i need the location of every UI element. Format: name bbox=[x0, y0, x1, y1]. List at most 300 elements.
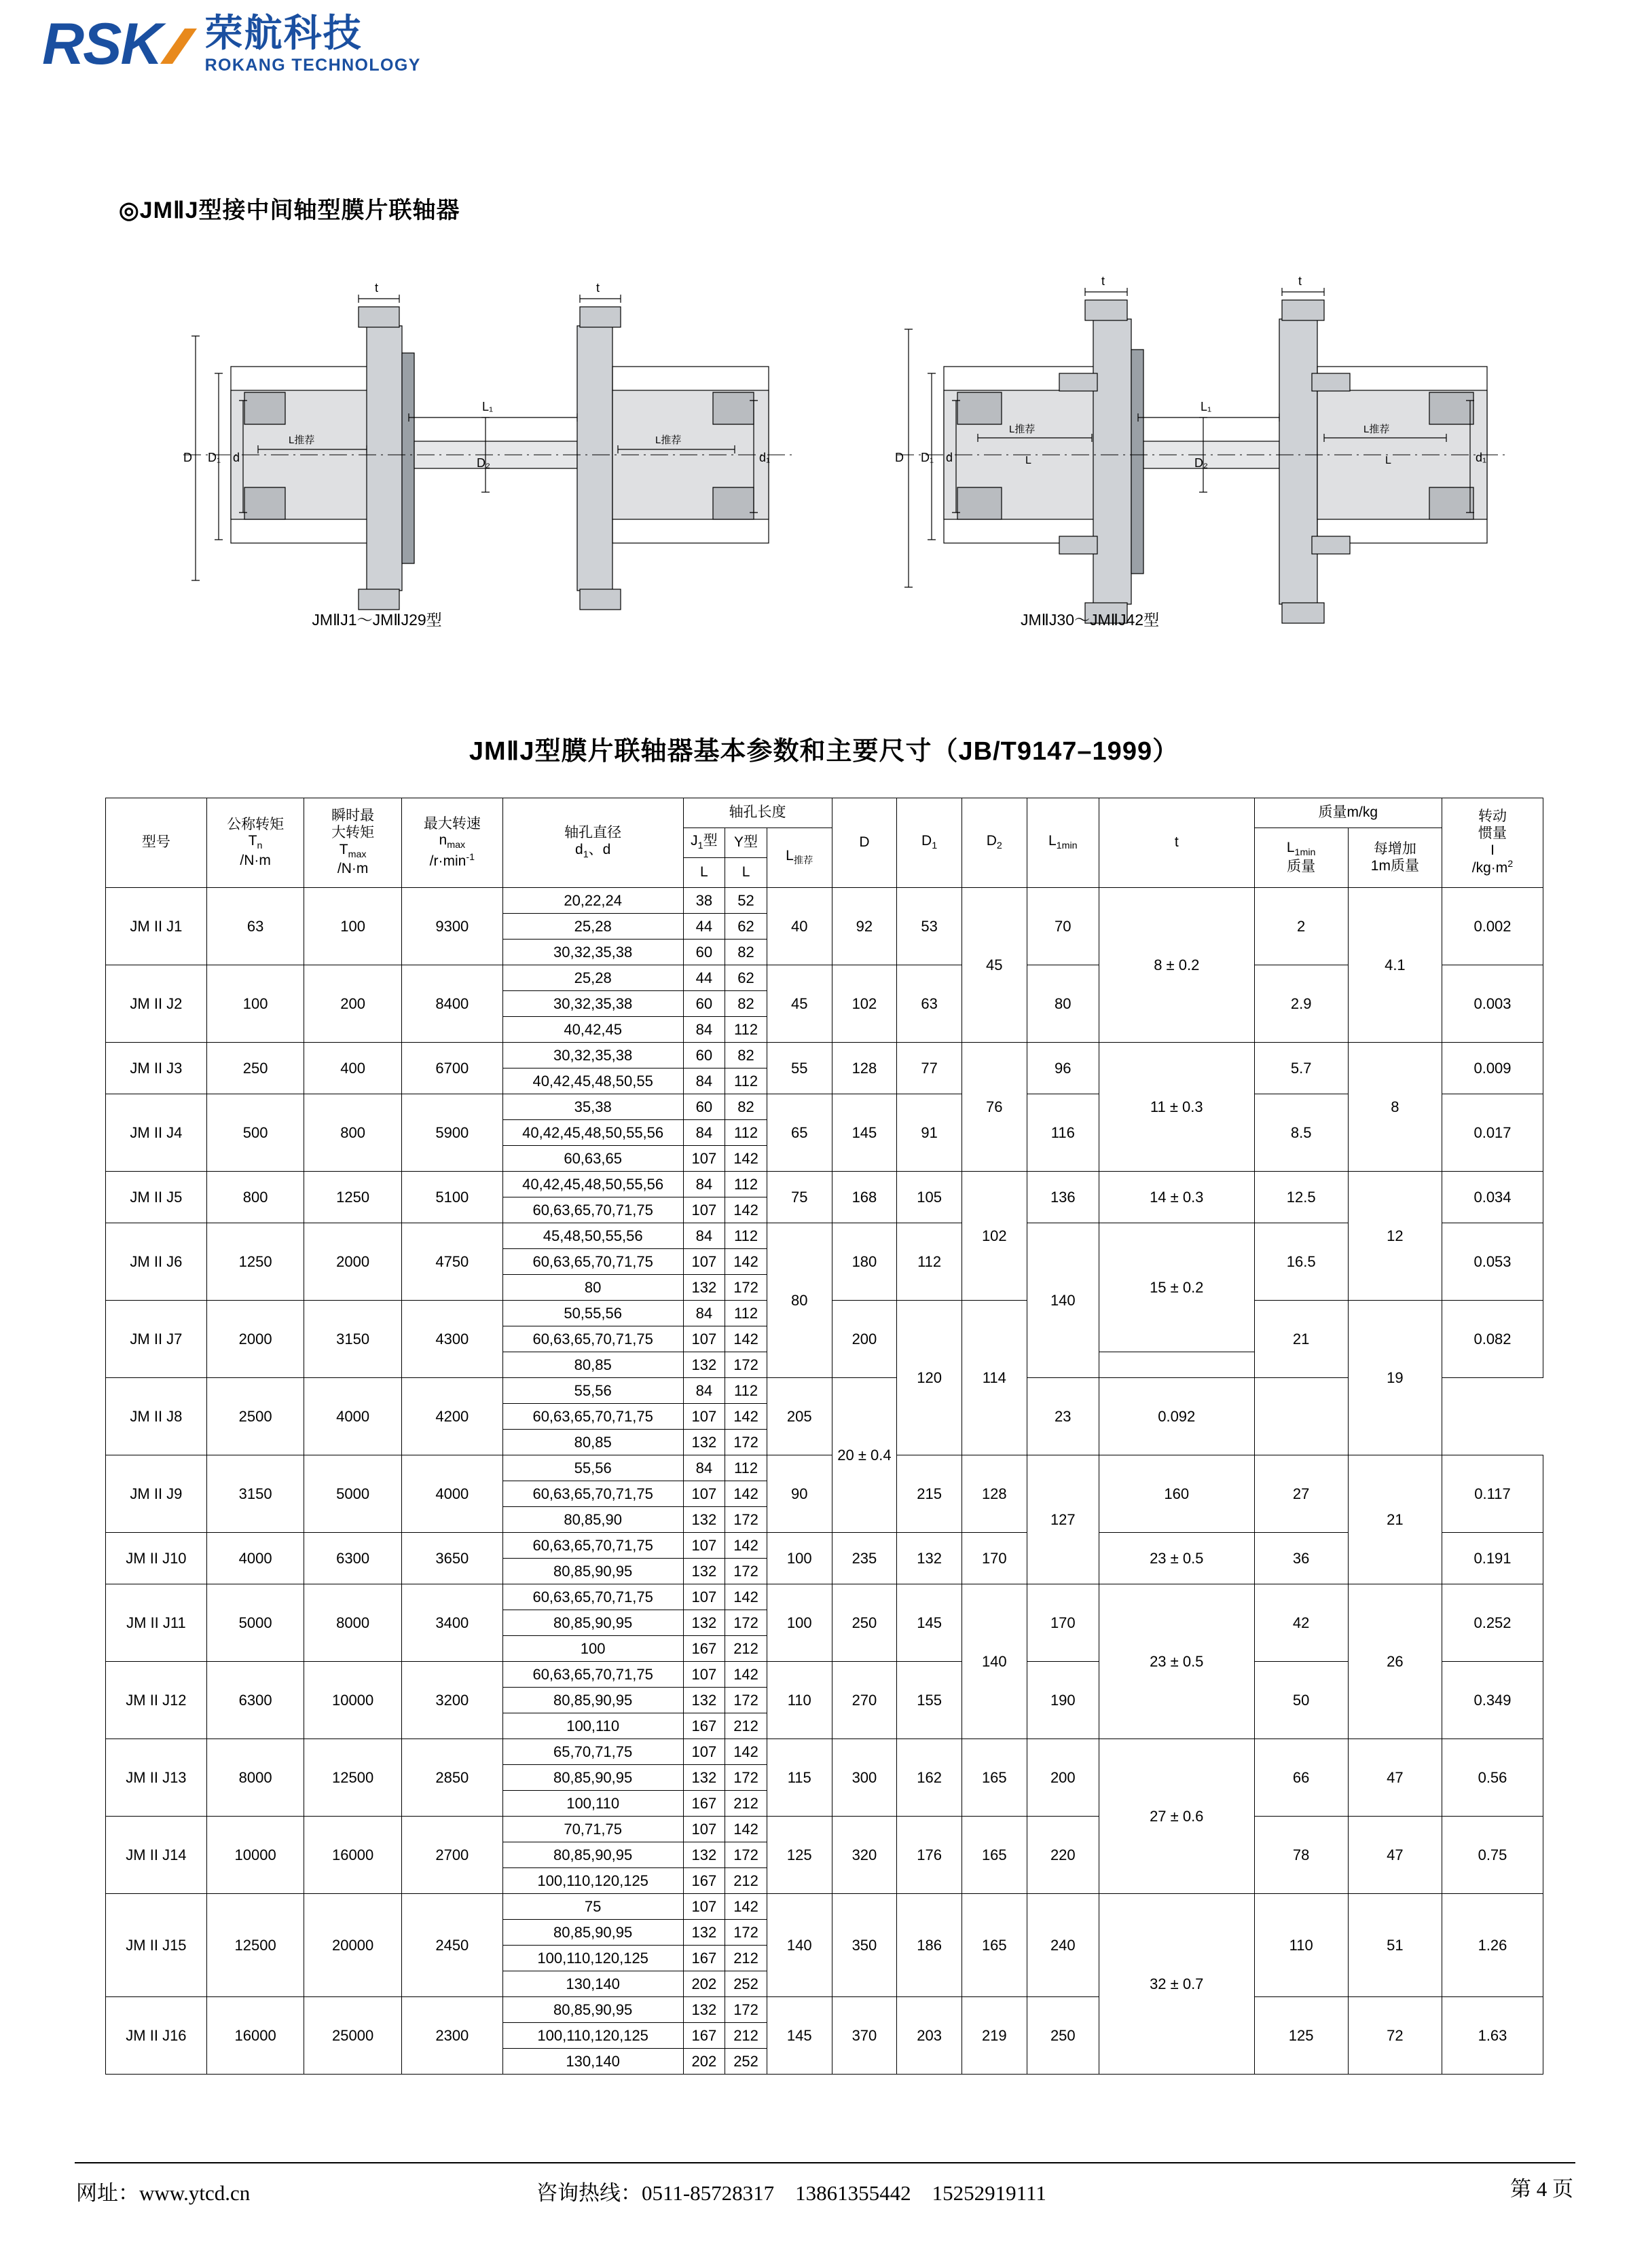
cell-bore-j1: 44 bbox=[683, 914, 725, 940]
th-D: D bbox=[832, 798, 897, 888]
cell-bore-y: 172 bbox=[725, 1842, 767, 1868]
cell-bore-y: 212 bbox=[725, 1713, 767, 1739]
cell-I: 0.053 bbox=[1442, 1223, 1543, 1301]
cell-L1min: 220 bbox=[1027, 1817, 1099, 1894]
cell-model: JM II J12 bbox=[106, 1662, 207, 1739]
cell-bore-j1: 44 bbox=[683, 965, 725, 991]
cell-Tn: 5000 bbox=[206, 1584, 304, 1662]
svg-text:L推荐: L推荐 bbox=[1363, 424, 1390, 435]
cell-model: JM II J9 bbox=[106, 1455, 207, 1533]
cell-bore-d: 50,55,56 bbox=[502, 1301, 683, 1326]
cell-Lrec: 100 bbox=[767, 1584, 832, 1662]
cell-nmax: 4000 bbox=[401, 1455, 502, 1533]
cell-D: 102 bbox=[832, 965, 897, 1043]
th-t: t bbox=[1099, 798, 1254, 888]
cell-model: JM II J1 bbox=[106, 888, 207, 965]
cell-model: JM II J10 bbox=[106, 1533, 207, 1584]
cell-bore-d: 40,42,45 bbox=[502, 1017, 683, 1043]
cell-L1min: 170 bbox=[1027, 1584, 1099, 1662]
cell-D1: 162 bbox=[897, 1739, 962, 1817]
cell-D1: 145 bbox=[897, 1584, 962, 1662]
cell-bore-d: 100,110,120,125 bbox=[502, 1868, 683, 1894]
cell-bore-j1: 167 bbox=[683, 1713, 725, 1739]
cell-bore-d: 80,85,90,95 bbox=[502, 1842, 683, 1868]
cell-bore-y: 142 bbox=[725, 1197, 767, 1223]
cell-bore-j1: 202 bbox=[683, 2049, 725, 2075]
cell-bore-j1: 167 bbox=[683, 1636, 725, 1662]
table-row bbox=[106, 1894, 1543, 1920]
cell-t: 14 ± 0.3 bbox=[1099, 1172, 1254, 1223]
cell-Tn: 63 bbox=[206, 888, 304, 965]
cell-D2: 165 bbox=[962, 1894, 1027, 1997]
cell-bore-j1: 107 bbox=[683, 1894, 725, 1920]
cell-bore-d: 30,32,35,38 bbox=[502, 940, 683, 965]
cell-bore-y: 212 bbox=[725, 2023, 767, 2049]
cell-m1: 36 bbox=[1254, 1533, 1348, 1584]
label-D2: D₂ bbox=[477, 456, 490, 470]
cell-L1min: 116 bbox=[1027, 1094, 1099, 1172]
cell-bore-y: 82 bbox=[725, 991, 767, 1017]
cell-bore-y: 142 bbox=[725, 1584, 767, 1610]
label-D1: D₁ bbox=[208, 451, 221, 464]
cell-L1min: 250 bbox=[1027, 1997, 1099, 2075]
cell-bore-d: 80,85 bbox=[502, 1352, 683, 1378]
table-row bbox=[106, 1378, 1543, 1404]
cell-bore-y: 112 bbox=[725, 1378, 767, 1404]
footer-hotline: 咨询热线：0511-85728317 13861355442 15252919111 bbox=[536, 2181, 1046, 2205]
cell-bore-d: 25,28 bbox=[502, 914, 683, 940]
table-row bbox=[106, 1043, 1543, 1068]
cell-bore-y: 172 bbox=[725, 1920, 767, 1946]
cell-Tmax: 200 bbox=[304, 965, 402, 1043]
cell-bore-y: 172 bbox=[725, 1688, 767, 1713]
cell-L1min: 136 bbox=[1027, 1172, 1099, 1223]
cell-model: JM II J15 bbox=[106, 1894, 207, 1997]
cell-bore-j1: 84 bbox=[683, 1120, 725, 1146]
cell-model: JM II J2 bbox=[106, 965, 207, 1043]
cell-I: 0.034 bbox=[1442, 1172, 1543, 1223]
cell-bore-y: 112 bbox=[725, 1172, 767, 1197]
cell-bore-d: 80 bbox=[502, 1275, 683, 1301]
cell-bore-d: 60,63,65,70,71,75 bbox=[502, 1326, 683, 1352]
cell-bore-y: 172 bbox=[725, 1352, 767, 1378]
cell-bore-y: 212 bbox=[725, 1868, 767, 1894]
cell-bore-d: 35,38 bbox=[502, 1094, 683, 1120]
cell-L1min: 170 bbox=[962, 1533, 1027, 1584]
cell-bore-j1: 107 bbox=[683, 1249, 725, 1275]
cell-bore-j1: 132 bbox=[683, 1765, 725, 1791]
cell-D2: 76 bbox=[962, 1043, 1027, 1172]
drawing-caption-right: JMⅡJ30～JMⅡJ42型 bbox=[1020, 611, 1160, 629]
cell-Lrec: 55 bbox=[767, 1043, 832, 1094]
cell-Tmax: 4000 bbox=[304, 1378, 402, 1455]
brand-name-cn: 荣航科技 bbox=[204, 12, 363, 54]
cell-bore-j1: 84 bbox=[683, 1017, 725, 1043]
cell-bore-d: 45,48,50,55,56 bbox=[502, 1223, 683, 1249]
cell-bore-j1: 132 bbox=[683, 1507, 725, 1533]
cell-m1: 50 bbox=[1254, 1662, 1348, 1739]
cell-bore-d: 80,85,90,95 bbox=[502, 1997, 683, 2023]
cell-bore-d: 80,85,90,95 bbox=[502, 1610, 683, 1636]
cell-I: 0.017 bbox=[1442, 1094, 1543, 1172]
coupling-drawing-left bbox=[143, 272, 822, 652]
table-row bbox=[106, 1455, 1543, 1481]
th-inertia: 转动 惯量 I $/kg\cdot m^2$ bbox=[1442, 798, 1543, 888]
svg-text:d₁: d₁ bbox=[1476, 451, 1487, 464]
cell-bore-j1: 107 bbox=[683, 1533, 725, 1559]
cell-Tmax: 25000 bbox=[304, 1997, 402, 2075]
cell-bore-y: 52 bbox=[725, 888, 767, 914]
cell-bore-j1: 60 bbox=[683, 1094, 725, 1120]
cell-model: JM II J11 bbox=[106, 1584, 207, 1662]
cell-Lrec: 100 bbox=[767, 1533, 832, 1584]
cell-bore-y: 142 bbox=[725, 1249, 767, 1275]
cell-Tn: 10000 bbox=[206, 1817, 304, 1894]
cell-bore-d: 60,63,65,70,71,75 bbox=[502, 1481, 683, 1507]
cell-D: 168 bbox=[832, 1172, 897, 1223]
cell-D1: 132 bbox=[897, 1533, 962, 1584]
cell-D: 350 bbox=[832, 1894, 897, 1997]
cell-bore-d: 55,56 bbox=[502, 1455, 683, 1481]
cell-bore-d: 100,110 bbox=[502, 1791, 683, 1817]
cell-Lrec: 40 bbox=[767, 888, 832, 965]
cell-bore-d: 60,63,65,70,71,75 bbox=[502, 1197, 683, 1223]
cell-bore-j1: 132 bbox=[683, 1610, 725, 1636]
cell-Tn: 1250 bbox=[206, 1223, 304, 1301]
cell-D2: 114 bbox=[962, 1301, 1027, 1455]
cell-bore-j1: 84 bbox=[683, 1172, 725, 1197]
cell-L1min: 190 bbox=[1027, 1662, 1099, 1739]
cell-Lrec: 65 bbox=[767, 1094, 832, 1172]
cell-m1: 12.5 bbox=[1254, 1172, 1348, 1223]
table-row bbox=[106, 1172, 1543, 1197]
th-L-rec: $L_{推荐}$ bbox=[767, 828, 832, 888]
cell-Tmax: 6300 bbox=[304, 1533, 402, 1584]
table-row bbox=[106, 965, 1543, 991]
cell-bore-j1: 107 bbox=[683, 1404, 725, 1430]
svg-text:L推荐: L推荐 bbox=[1009, 424, 1036, 435]
cell-D: 320 bbox=[832, 1817, 897, 1894]
table-row bbox=[106, 1533, 1543, 1559]
cell-bore-y: 172 bbox=[725, 1507, 767, 1533]
cell-D: 250 bbox=[832, 1584, 897, 1662]
drawing-caption-left: JMⅡJ1～JMⅡJ29型 bbox=[312, 611, 442, 629]
cell-bore-y: 172 bbox=[725, 1765, 767, 1791]
table-row bbox=[106, 1584, 1543, 1610]
cell-bore-y: 142 bbox=[725, 1326, 767, 1352]
cell-I: 1.26 bbox=[1442, 1894, 1543, 1997]
cell-model: JM II J5 bbox=[106, 1172, 207, 1223]
cell-bore-j1: 107 bbox=[683, 1197, 725, 1223]
cell-bore-j1: 84 bbox=[683, 1223, 725, 1249]
cell-D1: 112 bbox=[897, 1223, 962, 1301]
cell-nmax: 2700 bbox=[401, 1817, 502, 1894]
cell-Lrec: 90 bbox=[767, 1455, 832, 1533]
cell-Lrec: 140 bbox=[767, 1894, 832, 1997]
cell-bore-d: 60,63,65,70,71,75 bbox=[502, 1404, 683, 1430]
cell-D2: 45 bbox=[962, 888, 1027, 1043]
cell-bore-y: 62 bbox=[725, 965, 767, 991]
label-d: d bbox=[233, 451, 240, 464]
cell-bore-y: 112 bbox=[725, 1017, 767, 1043]
table-title: JMⅡJ型膜片联轴器基本参数和主要尺寸（JB/T9147–1999） bbox=[469, 737, 1179, 766]
cell-Tn: 4000 bbox=[206, 1533, 304, 1584]
cell-bore-j1: 84 bbox=[683, 1068, 725, 1094]
cell-bore-y: 62 bbox=[725, 914, 767, 940]
cell-t: 15 ± 0.2 bbox=[1099, 1223, 1254, 1352]
cell-D: 145 bbox=[832, 1094, 897, 1172]
cell-bore-j1: 132 bbox=[683, 1559, 725, 1584]
cell-model: JM II J16 bbox=[106, 1997, 207, 2075]
cell-bore-y: 142 bbox=[725, 1481, 767, 1507]
svg-text:t: t bbox=[1101, 274, 1105, 288]
cell-L1min: 70 bbox=[1027, 888, 1099, 965]
cell-bore-d: 80,85 bbox=[502, 1430, 683, 1455]
cell-nmax: 6700 bbox=[401, 1043, 502, 1094]
footer-page-number: 第 4 页 bbox=[1510, 2177, 1573, 2201]
cell-m1: 78 bbox=[1254, 1817, 1348, 1894]
cell-D: 270 bbox=[832, 1662, 897, 1739]
cell-m1: 2.9 bbox=[1254, 965, 1348, 1043]
cell-D1: 120 bbox=[897, 1301, 962, 1455]
cell-bore-j1: 60 bbox=[683, 991, 725, 1017]
cell-bore-d: 100,110,120,125 bbox=[502, 1946, 683, 1971]
cell-D1: 91 bbox=[897, 1094, 962, 1172]
th-D2: $D_2$ bbox=[962, 798, 1027, 888]
cell-Tn: 6300 bbox=[206, 1662, 304, 1739]
cell-D: 235 bbox=[832, 1533, 897, 1584]
cell-t: 32 ± 0.7 bbox=[1099, 1894, 1254, 2075]
cell-bore-j1: 132 bbox=[683, 1920, 725, 1946]
cell-D1: 186 bbox=[897, 1894, 962, 1997]
svg-text:L₁: L₁ bbox=[1201, 400, 1212, 413]
cell-bore-y: 212 bbox=[725, 1946, 767, 1971]
cell-t: 11 ± 0.3 bbox=[1099, 1043, 1254, 1172]
cell-L1min: 200 bbox=[1027, 1739, 1099, 1817]
svg-text:D₂: D₂ bbox=[1194, 456, 1208, 470]
cell-D1: 63 bbox=[897, 965, 962, 1043]
cell-bore-d: 75 bbox=[502, 1894, 683, 1920]
cell-bore-j1: 107 bbox=[683, 1662, 725, 1688]
brand-logo bbox=[42, 14, 421, 75]
cell-m1: 42 bbox=[1254, 1584, 1348, 1662]
th-D1: $D_1$ bbox=[897, 798, 962, 888]
cell-bore-y: 112 bbox=[725, 1455, 767, 1481]
cell-bore-y: 172 bbox=[725, 1997, 767, 2023]
svg-text:t: t bbox=[1298, 274, 1302, 288]
cell-bore-j1: 107 bbox=[683, 1584, 725, 1610]
cell-m2: 72 bbox=[1348, 1997, 1442, 2075]
cell-bore-y: 82 bbox=[725, 940, 767, 965]
cell-nmax: 4750 bbox=[401, 1223, 502, 1301]
svg-text:D₁: D₁ bbox=[921, 451, 934, 464]
cell-bore-d: 30,32,35,38 bbox=[502, 1043, 683, 1068]
cell-bore-y: 172 bbox=[725, 1610, 767, 1636]
cell-D: 128 bbox=[832, 1043, 897, 1094]
cell-D: 205 bbox=[767, 1378, 832, 1455]
th-y-type: Y型 bbox=[725, 828, 767, 858]
cell-bore-d: 60,63,65,70,71,75 bbox=[502, 1533, 683, 1559]
cell-Tmax: 16000 bbox=[304, 1817, 402, 1894]
cell-bore-j1: 60 bbox=[683, 940, 725, 965]
drawing-area bbox=[0, 272, 1648, 679]
cell-bore-y: 252 bbox=[725, 2049, 767, 2075]
cell-m2: 4.1 bbox=[1348, 888, 1442, 1043]
cell-Tn: 800 bbox=[206, 1172, 304, 1223]
cell-I: 0.252 bbox=[1442, 1584, 1543, 1662]
cell-m1: 66 bbox=[1254, 1739, 1348, 1817]
table-row bbox=[106, 888, 1543, 914]
cell-I: 0.56 bbox=[1442, 1739, 1543, 1817]
cell-nmax: 2300 bbox=[401, 1997, 502, 2075]
cell-nmax: 2850 bbox=[401, 1739, 502, 1817]
cell-D: 180 bbox=[832, 1223, 897, 1301]
cell-m2: 26 bbox=[1348, 1584, 1442, 1739]
cell-bore-d: 65,70,71,75 bbox=[502, 1739, 683, 1765]
cell-bore-y: 142 bbox=[725, 1739, 767, 1765]
th-bore-diameter: 轴孔直径 $d_1$、d bbox=[502, 798, 683, 888]
cell-D2: 219 bbox=[962, 1997, 1027, 2075]
cell-Tn: 3150 bbox=[206, 1455, 304, 1533]
cell-bore-j1: 132 bbox=[683, 1842, 725, 1868]
cell-bore-j1: 107 bbox=[683, 1739, 725, 1765]
cell-Tmax: 12500 bbox=[304, 1739, 402, 1817]
cell-D1: 128 bbox=[962, 1455, 1027, 1533]
cell-t: 27 ± 0.6 bbox=[1099, 1739, 1254, 1894]
cell-I: 0.117 bbox=[1442, 1455, 1543, 1533]
cell-bore-d: 60,63,65,70,71,75 bbox=[502, 1584, 683, 1610]
cell-bore-j1: 167 bbox=[683, 2023, 725, 2049]
th-L1min: $L_{1min}$ bbox=[1027, 798, 1099, 888]
cell-Tmax: 8000 bbox=[304, 1584, 402, 1662]
cell-bore-j1: 38 bbox=[683, 888, 725, 914]
cell-bore-y: 142 bbox=[725, 1146, 767, 1172]
cell-Tn: 500 bbox=[206, 1094, 304, 1172]
cell-bore-d: 60,63,65,70,71,75 bbox=[502, 1662, 683, 1688]
cell-Tn: 2500 bbox=[206, 1378, 304, 1455]
cell-bore-y: 212 bbox=[725, 1791, 767, 1817]
cell-bore-d: 80,85,90,95 bbox=[502, 1559, 683, 1584]
cell-nmax: 4200 bbox=[401, 1378, 502, 1455]
cell-D1: 155 bbox=[897, 1662, 962, 1739]
cell-D1: 105 bbox=[897, 1172, 962, 1223]
cell-D1: 77 bbox=[897, 1043, 962, 1094]
cell-Tn: 2000 bbox=[206, 1301, 304, 1378]
cell-bore-j1: 132 bbox=[683, 1688, 725, 1713]
specification-table bbox=[105, 798, 1543, 2075]
cell-D1: 53 bbox=[897, 888, 962, 965]
cell-bore-d: 80,85,90,95 bbox=[502, 1688, 683, 1713]
cell-m1: 23 bbox=[1027, 1378, 1099, 1455]
cell-m1: 21 bbox=[1254, 1301, 1348, 1378]
cell-Tmax: 2000 bbox=[304, 1223, 402, 1301]
footer-website: 网址：www.ytcd.cn bbox=[76, 2181, 251, 2205]
cell-bore-d: 40,42,45,48,50,55,56 bbox=[502, 1120, 683, 1146]
cell-I: 0.002 bbox=[1442, 888, 1543, 965]
svg-text:D: D bbox=[895, 451, 904, 464]
cell-bore-j1: 84 bbox=[683, 1378, 725, 1404]
cell-bore-j1: 167 bbox=[683, 1791, 725, 1817]
cell-Tmax: 3150 bbox=[304, 1301, 402, 1378]
cell-bore-y: 142 bbox=[725, 1533, 767, 1559]
cell-m1: 125 bbox=[1254, 1997, 1348, 2075]
cell-nmax: 5100 bbox=[401, 1172, 502, 1223]
cell-I: 0.75 bbox=[1442, 1817, 1543, 1894]
svg-text:L: L bbox=[1025, 455, 1031, 466]
label-d1: d₁ bbox=[759, 451, 771, 464]
cell-bore-j1: 132 bbox=[683, 1997, 725, 2023]
cell-I: 1.63 bbox=[1442, 1997, 1543, 2075]
cell-D2: 165 bbox=[962, 1817, 1027, 1894]
cell-bore-y: 112 bbox=[725, 1301, 767, 1326]
page-footer bbox=[0, 2162, 1648, 2216]
cell-D: 370 bbox=[832, 1997, 897, 2075]
cell-bore-j1: 107 bbox=[683, 1817, 725, 1842]
cell-Lrec: 145 bbox=[767, 1997, 832, 2075]
cell-nmax: 3650 bbox=[401, 1533, 502, 1584]
cell-D2: 140 bbox=[962, 1584, 1027, 1739]
cell-nmax: 3400 bbox=[401, 1584, 502, 1662]
cell-Tmax: 20000 bbox=[304, 1894, 402, 1997]
cell-m2: 47 bbox=[1348, 1817, 1442, 1894]
cell-Tn: 100 bbox=[206, 965, 304, 1043]
cell-bore-j1: 167 bbox=[683, 1946, 725, 1971]
cell-m1: 110 bbox=[1254, 1894, 1348, 1997]
cell-bore-d: 30,32,35,38 bbox=[502, 991, 683, 1017]
cell-bore-y: 82 bbox=[725, 1043, 767, 1068]
cell-t: 23 ± 0.5 bbox=[1099, 1533, 1254, 1584]
label-t-right: t bbox=[596, 281, 600, 295]
cell-L1min: 96 bbox=[1027, 1043, 1099, 1094]
cell-Lrec: 115 bbox=[767, 1739, 832, 1817]
brand-mark: RSK bbox=[42, 12, 162, 77]
cell-bore-y: 172 bbox=[725, 1430, 767, 1455]
cell-bore-d: 25,28 bbox=[502, 965, 683, 991]
th-j1-type: $J_1$型 bbox=[683, 828, 725, 858]
label-L-rec-left: L推荐 bbox=[289, 434, 315, 446]
cell-t: 8 ± 0.2 bbox=[1099, 888, 1254, 1043]
cell-model: JM II J6 bbox=[106, 1223, 207, 1301]
cell-model: JM II J14 bbox=[106, 1817, 207, 1894]
cell-Tn: 12500 bbox=[206, 1894, 304, 1997]
table-row bbox=[106, 1739, 1543, 1765]
table-row bbox=[106, 1662, 1543, 1688]
cell-bore-d: 100,110,120,125 bbox=[502, 2023, 683, 2049]
cell-I: 0.003 bbox=[1442, 965, 1543, 1043]
cell-I: 0.009 bbox=[1442, 1043, 1543, 1094]
cell-bore-y: 112 bbox=[725, 1068, 767, 1094]
cell-L1min: 160 bbox=[1099, 1455, 1254, 1533]
cell-Tmax: 800 bbox=[304, 1094, 402, 1172]
cell-model: JM II J8 bbox=[106, 1378, 207, 1455]
cell-model: JM II J7 bbox=[106, 1301, 207, 1378]
cell-Lrec: 80 bbox=[767, 1223, 832, 1378]
cell-bore-d: 80,85,90,95 bbox=[502, 1920, 683, 1946]
cell-bore-j1: 107 bbox=[683, 1326, 725, 1352]
cell-bore-y: 142 bbox=[725, 1662, 767, 1688]
cell-m2: 21 bbox=[1348, 1455, 1442, 1584]
label-L1: L₁ bbox=[482, 400, 494, 413]
cell-bore-y: 82 bbox=[725, 1094, 767, 1120]
cell-bore-j1: 84 bbox=[683, 1455, 725, 1481]
cell-D: 300 bbox=[832, 1739, 897, 1817]
swoosh-icon bbox=[158, 27, 198, 67]
cell-D2: 102 bbox=[962, 1172, 1027, 1301]
cell-bore-j1: 60 bbox=[683, 1043, 725, 1068]
cell-bore-d: 60,63,65,70,71,75 bbox=[502, 1249, 683, 1275]
cell-bore-d: 40,42,45,48,50,55,56 bbox=[502, 1172, 683, 1197]
cell-Lrec: 45 bbox=[767, 965, 832, 1043]
